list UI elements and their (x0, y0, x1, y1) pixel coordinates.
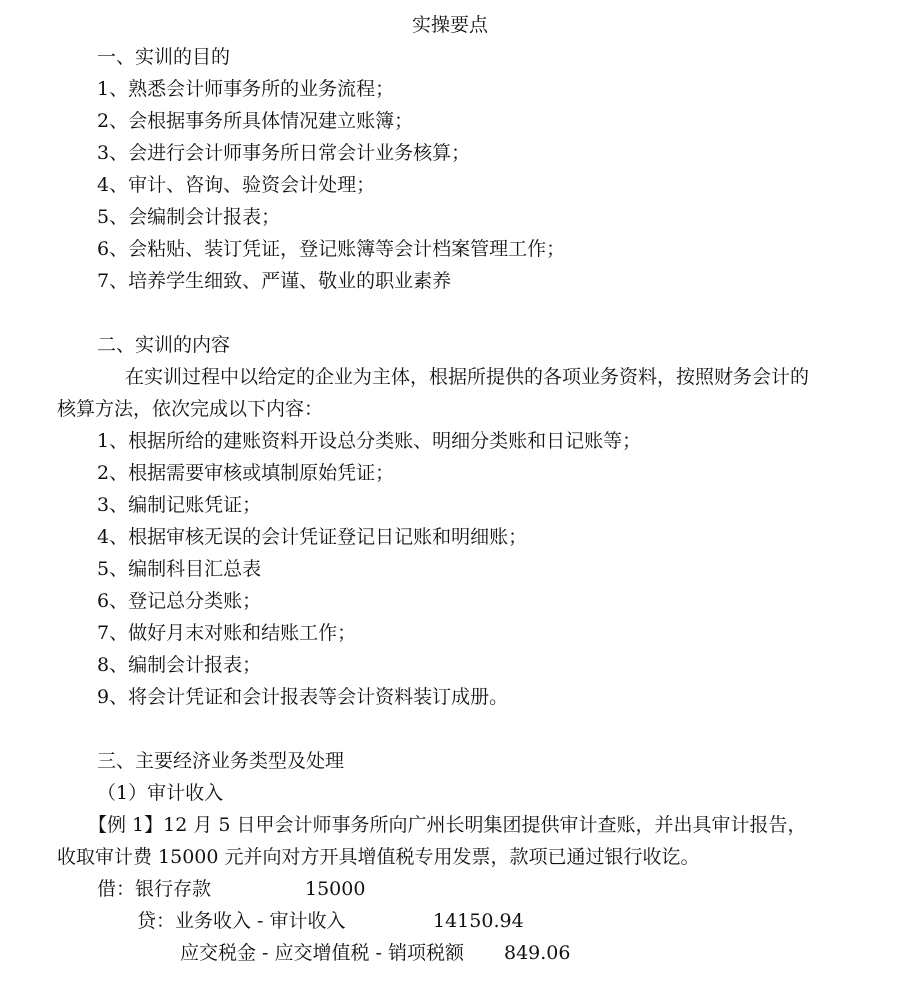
section-1-item: 7、培养学生细致、严谨、敬业的职业素养 (97, 270, 452, 292)
section-2-item: 4、根据审核无误的会计凭证登记日记账和明细账； (97, 526, 528, 548)
section-2-heading: 二、实训的内容 (97, 334, 231, 356)
credit-2-amount: 849.06 (504, 942, 571, 964)
section-2-item: 8、编制会计报表； (97, 654, 262, 676)
section-1-item: 3、会进行会计师事务所日常会计业务核算； (97, 142, 471, 164)
section-3-subheading: （1）审计收入 (97, 782, 224, 804)
section-2-item: 2、根据需要审核或填制原始凭证； (97, 462, 395, 484)
section-3-heading: 三、主要经济业务类型及处理 (97, 750, 345, 772)
page-title: 实操要点 (411, 14, 488, 36)
section-2-item: 1、根据所给的建账资料开设总分类账、明细分类账和日记账等； (97, 430, 642, 452)
section-2-item: 7、做好月末对账和结账工作； (97, 622, 357, 644)
section-1-item: 5、会编制会计报表； (97, 206, 281, 228)
debit-label: 借：银行存款 (97, 878, 212, 900)
section-1-heading: 一、实训的目的 (97, 46, 231, 68)
section-2-item: 9、将会计凭证和会计报表等会计资料装订成册。 (97, 686, 509, 708)
section-1-item: 6、会粘贴、装订凭证，登记账簿等会计档案管理工作； (97, 238, 566, 260)
credit-1-label: 贷：业务收入 - 审计收入 (137, 910, 346, 932)
example-line-2: 收取审计费 15000 元并向对方开具增值税专用发票，款项已通过银行收讫。 (57, 846, 700, 868)
example-line-1: 【例 1】12 月 5 日甲会计师事务所向广州长明集团提供审计查账，并出具审计报告， (88, 814, 807, 836)
section-2-item: 5、编制科目汇总表 (97, 558, 262, 580)
section-2-intro-line-2: 核算方法，依次完成以下内容： (57, 398, 324, 420)
debit-amount: 15000 (305, 878, 366, 900)
section-1-item: 2、会根据事务所具体情况建立账簿； (97, 110, 414, 132)
credit-1-amount: 14150.94 (433, 910, 524, 932)
section-1-item: 1、熟悉会计师事务所的业务流程； (97, 78, 395, 100)
section-1-item: 4、审计、咨询、验资会计处理； (97, 174, 376, 196)
section-2-item: 3、编制记账凭证； (97, 494, 262, 516)
section-2-item: 6、登记总分类账； (97, 590, 262, 612)
section-2-intro-line-1: 在实训过程中以给定的企业为主体，根据所提供的各项业务资料，按照财务会计的 (125, 366, 810, 388)
credit-2-label: 应交税金 - 应交增值税 - 销项税额 (180, 942, 464, 964)
